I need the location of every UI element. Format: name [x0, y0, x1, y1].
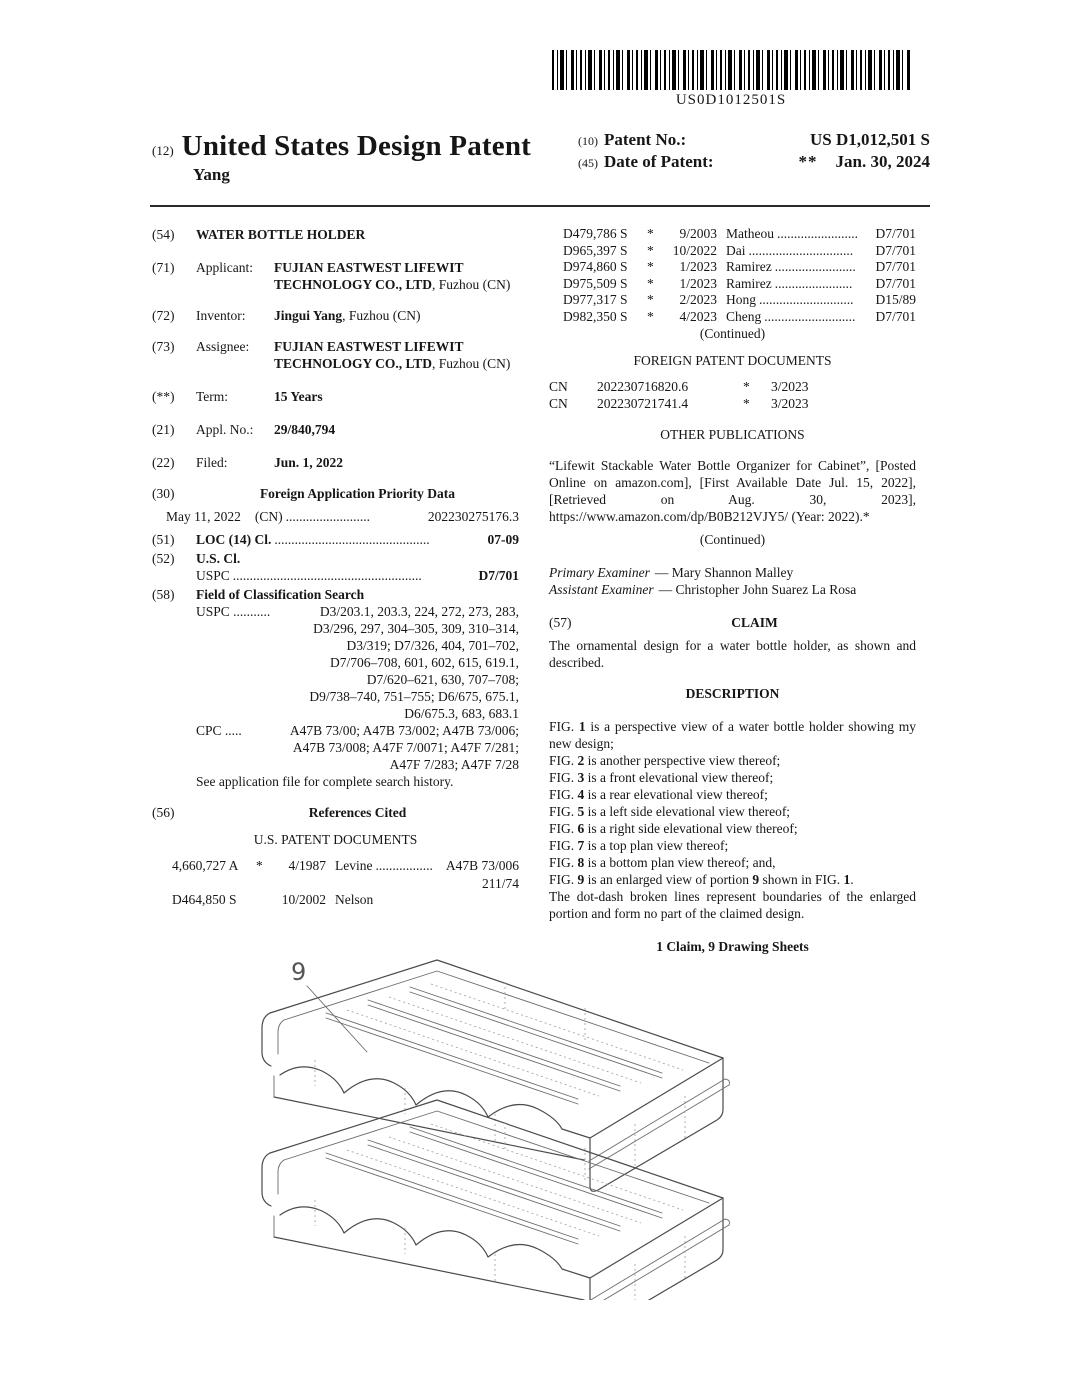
primary-examiner-name: — Mary Shannon Malley [654, 565, 794, 580]
leader-dots: ........................... [764, 308, 856, 324]
invention-title: WATER BOTTLE HOLDER [196, 227, 366, 242]
continued-note: (Continued) [699, 532, 766, 547]
description-heading: DESCRIPTION [685, 686, 780, 701]
assignee-value: FUJIAN EASTWEST LIFEWIT TECHNOLOGY CO., LTD, Fuzhou (CN) [274, 339, 511, 371]
figure-description-line: FIG. 9 is an enlarged view of portion 9 shown in FIG. 1. [549, 872, 854, 887]
citation-number: D965,397 S [563, 242, 628, 258]
figure-1-drawing [255, 948, 820, 1300]
figure-description-line: FIG. 7 is a top plan view thereof; [549, 838, 729, 853]
document-kind-title: United States Design Patent [181, 130, 532, 162]
citation-row [563, 226, 916, 243]
field-cpc-line: A47B 73/008; A47F 7/0071; A47F 7/281; [292, 740, 519, 755]
references-code: (56) [152, 805, 175, 820]
patent-no-label: Patent No.: [604, 130, 687, 149]
appl-no-label: Appl. No.: [196, 422, 254, 437]
citation-star: * [647, 275, 654, 291]
leader-dots: .............................................. [274, 532, 430, 547]
priority-date: May 11, 2022 [166, 509, 241, 524]
citation-number: D982,350 S [563, 308, 628, 324]
citation-date: 10/2002 [281, 891, 326, 907]
claim-text: The ornamental design for a water bottle holder, as shown and described. [549, 638, 916, 670]
citation-class: D7/701 [875, 226, 916, 241]
citation-name: Hong [726, 292, 756, 307]
assignee-section [152, 338, 519, 372]
kind-code: (12) [152, 143, 174, 158]
foreign-number: 202230721741.4 [597, 395, 689, 411]
title-section [152, 226, 519, 243]
us-cl-heading-row [152, 550, 519, 567]
citation-date: 3/2023 [771, 379, 809, 394]
claim-code: (57) [549, 615, 572, 630]
leader-dots: ........................ [777, 226, 858, 241]
primary-examiner-label: Primary Examiner [549, 565, 650, 580]
appl-no-section [152, 421, 519, 438]
figure-description-line: FIG. 8 is a bottom plan view thereof; and, [549, 855, 776, 870]
references-heading-row [152, 804, 519, 821]
claim-heading: CLAIM [731, 615, 778, 630]
date-label: Date of Patent: [604, 152, 714, 171]
appl-no-value: 29/840,794 [274, 422, 336, 437]
portion-9-label: 9 [291, 958, 307, 986]
leader-dots: ........................ [774, 259, 856, 274]
term-value: 15 Years [274, 389, 323, 404]
uspc-value: D7/701 [478, 568, 519, 583]
field-label: Field of Classification Search [196, 587, 365, 602]
assistant-examiner-label: Assistant Examiner [549, 582, 654, 597]
field-uspc-line: D3/319; D7/326, 404, 701–702, [346, 638, 519, 653]
filed-code: (22) [152, 455, 175, 470]
inventor-code: (72) [152, 308, 175, 323]
field-uspc-lines [196, 620, 519, 722]
priority-heading: Foreign Application Priority Data [259, 486, 456, 501]
citation-number: D977,317 S [563, 292, 628, 307]
citation-date: 1/2023 [679, 275, 717, 291]
citation-star: * [647, 259, 654, 274]
references-heading: References Cited [308, 805, 407, 820]
field-heading-row [152, 586, 519, 603]
citation-star: * [647, 226, 654, 241]
barcode-block [552, 50, 910, 109]
header-right [578, 130, 930, 185]
citation-class: D7/701 [875, 259, 916, 274]
citation-date: 3/2023 [771, 395, 809, 411]
citation-star: * [743, 395, 750, 411]
inventor-label: Inventor: [196, 308, 246, 323]
uspc-label: USPC [196, 568, 230, 583]
applicant-section [152, 259, 519, 293]
field-uspc-line: D7/620–621, 630, 707–708; [366, 672, 519, 687]
priority-heading-row [152, 485, 519, 502]
us-citations-list [563, 226, 916, 325]
loc-section [152, 531, 519, 548]
broken-lines-note: The dot-dash broken lines represent boundaries of the enlarged portion and form no part of the claimed design. [549, 889, 916, 921]
field-uspc-prefix: USPC ........... [196, 604, 271, 619]
inventor-section [152, 307, 519, 324]
two-column-body [152, 226, 916, 955]
citation-row [172, 858, 519, 875]
priority-code: (30) [152, 486, 175, 501]
citation-row [563, 243, 916, 260]
inventor-surname: Yang [193, 165, 230, 184]
citation-number: D464,850 S [172, 891, 237, 907]
spacer [152, 567, 196, 584]
figure-description-line: FIG. 4 is a rear elevational view thereof; [549, 787, 768, 802]
citation-row [563, 259, 916, 276]
field-cpc-lines [196, 739, 519, 773]
citation-number: D974,860 S [563, 259, 628, 274]
field-cpc-line: A47B 73/00; A47B 73/002; A47B 73/006; [289, 723, 519, 738]
citation-date: 4/2023 [679, 308, 717, 324]
country-code: CN [549, 395, 568, 411]
citation-date: 9/2003 [679, 226, 717, 241]
citation-name: Matheou [726, 226, 774, 241]
term-code: (**) [152, 389, 175, 404]
barcode-icon [552, 50, 910, 90]
uspc-row [152, 567, 519, 584]
header-left [152, 130, 531, 185]
appl-no-code: (21) [152, 422, 175, 437]
citation-star: * [647, 292, 654, 307]
assignee-label: Assignee: [196, 339, 250, 354]
left-column [152, 226, 519, 955]
citation-name: Levine [335, 858, 373, 873]
patent-date: Jan. 30, 2024 [835, 152, 930, 171]
priority-number: 202230275176.3 [427, 509, 519, 524]
claim-heading-row [549, 614, 916, 631]
citation-class: D7/701 [875, 242, 916, 258]
loc-value: 07-09 [487, 532, 519, 547]
applicant-code: (71) [152, 260, 175, 275]
citation-date: 1/2023 [679, 259, 717, 274]
citation-date: 10/2022 [672, 242, 717, 258]
citation-name: Dai [726, 242, 746, 258]
continued-note: (Continued) [699, 326, 766, 341]
citation-class: D7/701 [875, 275, 916, 291]
citation-name: Nelson [335, 891, 374, 907]
figure-description-line: FIG. 1 is a perspective view of a water bottle holder showing my new design; [549, 719, 916, 751]
field-uspc-line: D6/675.3, 683, 683.1 [404, 706, 519, 721]
citation-class: D15/89 [875, 292, 916, 307]
citation-row [563, 292, 916, 309]
leader-dots: ......................... [285, 509, 370, 524]
patent-no-code: (10) [578, 134, 598, 148]
field-cpc-prefix: CPC ..... [196, 723, 242, 738]
title-code: (54) [152, 227, 175, 242]
barcode-text: US0D1012501S [675, 92, 787, 108]
citation-date: 4/1987 [288, 858, 326, 873]
leader-dots: ........................................................ [232, 568, 422, 583]
citation-name: Ramirez [726, 275, 772, 291]
field-uspc-line: D9/738–740, 751–755; D6/675, 675.1, [309, 689, 519, 704]
figure-description-line: FIG. 6 is a right side elevational view thereof; [549, 821, 798, 836]
field-uspc-line: D3/203.1, 203.3, 224, 272, 273, 283, [319, 604, 519, 619]
figure-description-line: FIG. 3 is a front elevational view thereof; [549, 770, 774, 785]
claims-sheets-summary: 1 Claim, 9 Drawing Sheets [656, 939, 809, 954]
other-publications-heading: OTHER PUBLICATIONS [660, 427, 805, 442]
citation-star [256, 892, 270, 909]
assignee-code: (73) [152, 339, 175, 354]
citation-name: Ramirez [726, 259, 772, 274]
filed-value: Jun. 1, 2022 [274, 455, 344, 470]
filed-label: Filed: [196, 455, 228, 470]
assistant-examiner-line [549, 581, 916, 598]
citation-name: Cheng [726, 308, 762, 324]
assistant-examiner-name: — Christopher John Suarez La Rosa [658, 582, 857, 597]
figure-descriptions [549, 718, 916, 888]
citation-number: D479,786 S [563, 226, 628, 241]
term-label: Term: [196, 389, 229, 404]
citation-class: D7/701 [875, 308, 916, 324]
document-header [152, 130, 930, 185]
term-section [152, 388, 519, 405]
country-code: CN [549, 379, 568, 394]
us-cl-label: U.S. Cl. [196, 551, 241, 566]
loc-code: (51) [152, 532, 175, 547]
primary-examiner-line [549, 564, 916, 581]
term-asterisks: ** [798, 152, 818, 171]
search-history-note: See application file for complete search history. [196, 774, 454, 789]
foreign-citation-row [549, 379, 916, 396]
field-uspc-block [196, 603, 519, 790]
priority-country: (CN) [254, 509, 283, 524]
citation-row [563, 276, 916, 293]
inventor-value: Jingui Yang, Fuzhou (CN) [274, 308, 421, 323]
leader-dots: ............................ [759, 292, 854, 307]
citation-class: A47B 73/006 [445, 858, 519, 873]
figure-description-line: FIG. 5 is a left side elevational view thereof; [549, 804, 791, 819]
right-column [549, 226, 916, 955]
figure-description-line: FIG. 2 is another perspective view thereof; [549, 753, 781, 768]
field-uspc-line: D7/706–708, 601, 602, 615, 619.1, [330, 655, 519, 670]
citation-star: * [647, 308, 654, 324]
citation-star: * [743, 379, 750, 394]
patent-number: US D1,012,501 S [810, 130, 930, 149]
citation-row [172, 892, 519, 909]
header-divider [150, 205, 930, 207]
applicant-value: FUJIAN EASTWEST LIFEWIT TECHNOLOGY CO., LTD, Fuzhou (CN) [274, 260, 511, 292]
foreign-citations-list [549, 379, 916, 412]
foreign-docs-heading: FOREIGN PATENT DOCUMENTS [633, 353, 832, 368]
field-cpc-line: A47F 7/283; A47F 7/28 [389, 757, 519, 772]
field-code: (58) [152, 587, 175, 602]
leader-dots: ............................... [748, 242, 854, 258]
citation-number: 4,660,727 A [172, 858, 239, 873]
foreign-citation-row [549, 396, 916, 413]
citation-star: * [647, 242, 654, 258]
us-patent-docs-heading: U.S. PATENT DOCUMENTS [253, 832, 418, 847]
priority-row [166, 508, 519, 525]
leader-dots: ....................... [774, 275, 853, 291]
citation-number: D975,509 S [563, 275, 628, 291]
citation-star: * [256, 858, 263, 873]
filed-section [152, 454, 519, 471]
publication-paragraph: “Lifewit Stackable Water Bottle Organizer for Cabinet”, [Posted Online on amazon.com], [First Available Date Jul. 15, 2022], [Retrieved on Aug. 30, 2023], https://www.amazon.com/dp/B0B212VJY5/ (Year: 2022).* [549, 458, 916, 524]
applicant-label: Applicant: [196, 260, 253, 275]
us-cl-code: (52) [152, 551, 175, 566]
date-code: (45) [578, 156, 598, 170]
citation-row [563, 309, 916, 326]
field-uspc-line: D3/296, 297, 304–305, 309, 310–314, [313, 621, 519, 636]
loc-label: LOC (14) Cl. [196, 532, 272, 547]
foreign-number: 202230716820.6 [597, 379, 689, 394]
leader-dots: ................. [375, 858, 433, 873]
citation-class-cont: 211/74 [482, 875, 519, 891]
citation-date: 2/2023 [679, 292, 717, 307]
